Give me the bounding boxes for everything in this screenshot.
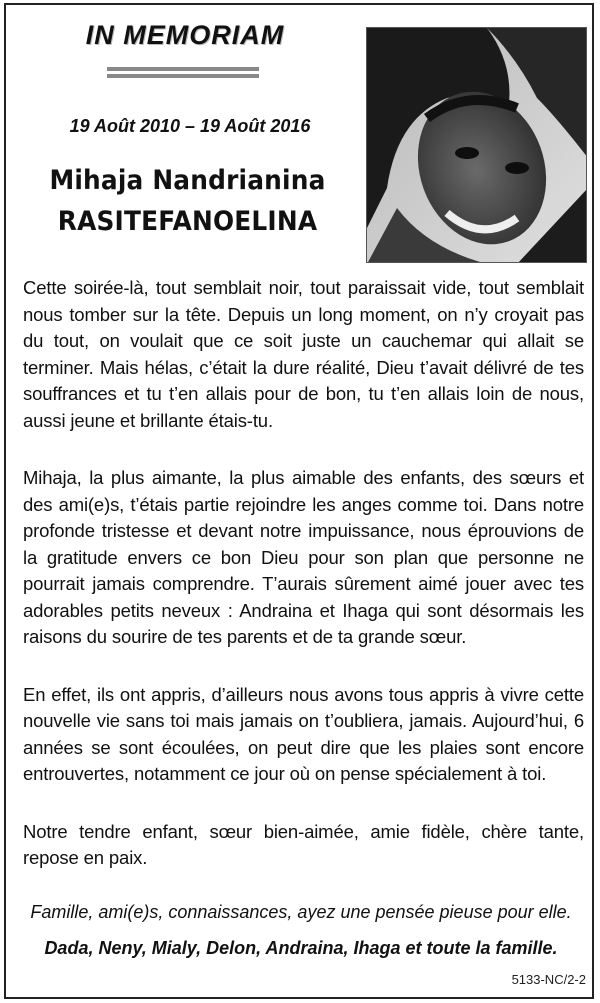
- memorial-body: [23, 275, 584, 903]
- deceased-first-names: Mihaja Nandrianina: [49, 165, 326, 196]
- closing-request: Famille, ami(e)s, connaissances, ayez une pensée pieuse pour elle.: [30, 902, 572, 922]
- memorial-dates: 19 Août 2010 – 19 Août 2016: [69, 116, 311, 136]
- closing-signatories: Dada, Neny, Mialy, Delon, Andraina, Ihaga et toute la famille.: [44, 938, 558, 958]
- portrait-photo-icon: [367, 28, 587, 263]
- body-paragraph: Cette soirée-là, tout semblait noir, tout paraissait vide, tout semblait nous tomber sur la tête. Depuis un long moment, on n’y croyait pas du tout, on voulait que ce soit juste un cauchemar qui allait se terminer. Mais hélas, c’était la dure réalité, Dieu t’avait délivré de tes souffrances et tu t’en allais pour de bon, tu t’en allais loin de nous, aussi jeune et brillante étais-tu.: [23, 277, 584, 431]
- ad-reference-code: 5133-NC/2-2: [511, 972, 586, 987]
- portrait-photo: [366, 27, 587, 263]
- body-paragraph: Mihaja, la plus aimante, la plus aimable des enfants, des sœurs et des ami(e)s, t’étais partie rejoindre les anges comme toi. Dans notre profonde tristesse et devant notre impuissance, nous éprouvions de la gratitude envers ce bon Dieu pour son plan que personne ne pourrait jamais comprendre. T’aurais sûrement aimé jouer avec tes adorables petits neveux : Andraina et Ihaga qui sont désormais les raisons du sourire de tes parents et de ta grande sœur.: [23, 467, 584, 647]
- body-paragraph: Notre tendre enfant, sœur bien-aimée, amie fidèle, chère tante, repose en paix.: [23, 820, 584, 868]
- notice-title: IN MEMORIAM: [85, 20, 285, 50]
- body-paragraph: En effet, ils ont appris, d’ailleurs nous avons tous appris à vivre cette nouvelle vie sans toi mais jamais on t’oubliera, jamais. Aujourd’hui, 6 années se sont écoulées, on peut dire que les plaies sont encore entrouvertes, notamment ce jour où on pense spécialement à toi.: [23, 683, 584, 784]
- deceased-last-name: RASITEFANOELINA: [57, 206, 318, 237]
- title-underline-bottom: [107, 74, 259, 78]
- title-underline-top: [107, 67, 259, 71]
